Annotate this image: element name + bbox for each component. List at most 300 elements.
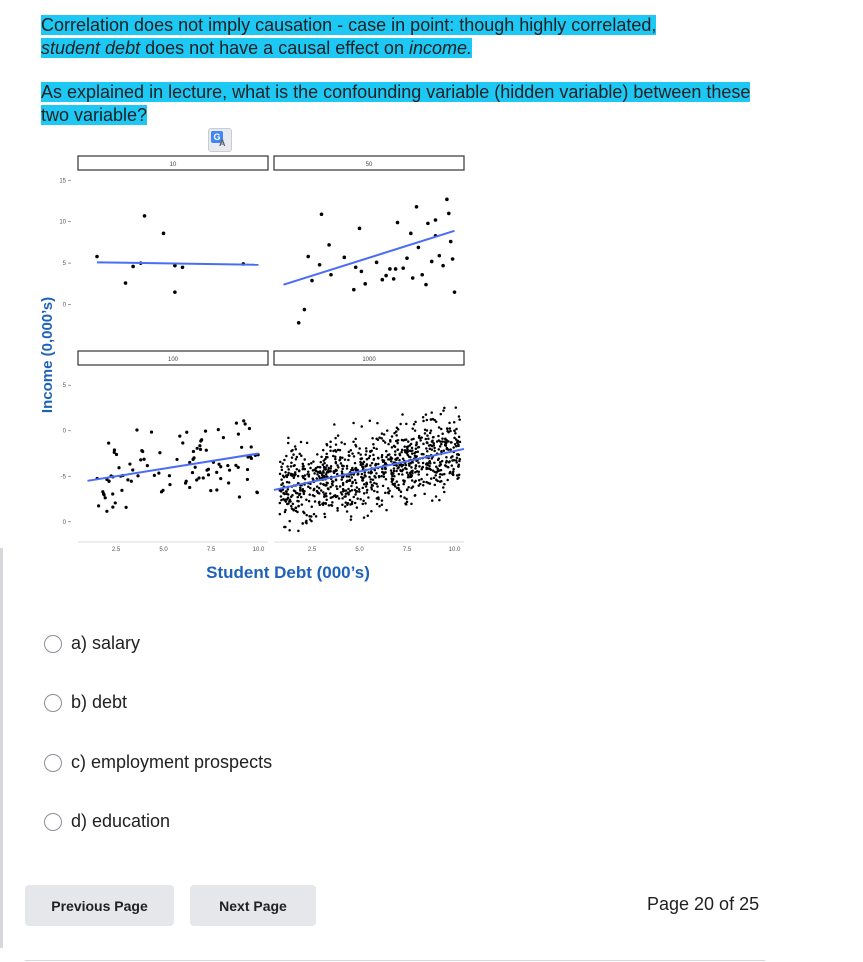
data-point	[105, 510, 108, 513]
data-point	[234, 464, 237, 467]
data-point	[445, 444, 448, 447]
data-point	[390, 469, 393, 472]
data-point	[457, 465, 460, 468]
data-point	[310, 520, 313, 523]
data-point	[314, 500, 317, 503]
data-point	[346, 504, 349, 507]
data-point	[327, 467, 330, 470]
data-point	[422, 443, 425, 446]
data-point	[382, 485, 385, 488]
x-tick-label: 10.0	[252, 547, 265, 553]
data-point	[344, 495, 347, 498]
data-point	[409, 450, 412, 453]
data-point	[362, 463, 365, 466]
data-point	[433, 462, 436, 465]
data-point	[175, 458, 178, 461]
data-point	[325, 453, 328, 456]
data-point	[325, 495, 328, 498]
data-point	[296, 468, 299, 471]
data-point	[422, 466, 425, 469]
data-point	[356, 486, 359, 489]
data-point	[418, 446, 421, 449]
data-point	[313, 472, 316, 475]
data-point	[376, 485, 379, 488]
data-point	[424, 283, 428, 287]
left-border-rule	[0, 548, 3, 948]
data-point	[340, 441, 343, 444]
data-point	[303, 468, 306, 471]
data-point	[302, 510, 305, 512]
data-point	[422, 481, 425, 484]
data-point	[343, 256, 347, 260]
data-point	[437, 470, 440, 473]
data-point	[305, 514, 308, 517]
data-point	[456, 477, 459, 480]
y-tick-label: -5	[60, 474, 66, 481]
data-point	[286, 476, 289, 479]
data-point	[219, 477, 222, 480]
data-point	[348, 451, 351, 454]
data-point	[363, 483, 366, 486]
data-point	[457, 453, 460, 456]
data-point	[370, 478, 373, 481]
data-point	[414, 480, 417, 483]
data-point	[284, 471, 287, 474]
data-point	[384, 492, 387, 495]
facet-strip-label: 10	[169, 162, 177, 168]
data-point	[396, 440, 399, 443]
data-point	[308, 493, 311, 496]
data-point	[458, 415, 461, 418]
radio-button[interactable]	[44, 635, 62, 653]
data-point	[398, 459, 401, 462]
data-point	[431, 499, 434, 502]
data-point	[405, 503, 408, 506]
data-point	[181, 265, 185, 269]
data-point	[168, 474, 171, 477]
data-point	[396, 221, 400, 225]
data-point	[457, 440, 460, 443]
data-point	[235, 421, 238, 424]
data-point	[329, 449, 332, 452]
data-point	[339, 449, 342, 452]
data-point	[333, 472, 336, 475]
data-point	[364, 471, 367, 474]
data-point	[248, 427, 251, 430]
x-tick-label: 5.0	[159, 547, 168, 553]
data-point	[388, 453, 391, 456]
data-point	[394, 453, 397, 456]
data-point	[296, 511, 299, 514]
data-point	[385, 450, 388, 453]
previous-page-button[interactable]: Previous Page	[25, 885, 174, 926]
data-point	[451, 257, 455, 261]
data-point	[202, 476, 205, 479]
data-point	[188, 486, 191, 489]
data-point	[352, 440, 355, 443]
data-point	[371, 462, 374, 465]
data-point	[128, 462, 131, 465]
data-point	[316, 485, 319, 488]
data-point	[296, 456, 299, 459]
data-point	[158, 451, 161, 454]
data-point	[209, 489, 212, 492]
data-point	[433, 450, 436, 453]
option-d[interactable]	[44, 811, 170, 832]
data-point	[354, 265, 358, 269]
data-point	[395, 470, 398, 473]
data-point	[387, 443, 390, 446]
data-point	[420, 468, 423, 471]
data-point	[246, 468, 249, 471]
data-point	[445, 460, 448, 463]
data-point	[292, 509, 295, 512]
data-point	[408, 464, 411, 467]
data-point	[388, 267, 392, 271]
data-point	[453, 290, 457, 294]
data-point	[347, 493, 350, 496]
data-point	[381, 499, 384, 502]
data-point	[414, 471, 417, 474]
data-point	[244, 422, 247, 425]
option-a[interactable]	[44, 633, 140, 654]
option-c[interactable]	[44, 752, 272, 773]
data-point	[410, 438, 413, 441]
data-point	[316, 490, 319, 493]
data-point	[287, 437, 290, 440]
data-point	[178, 435, 181, 438]
data-point	[102, 492, 105, 495]
data-point	[280, 466, 283, 469]
data-point	[292, 503, 295, 506]
data-point	[435, 479, 438, 482]
data-point	[443, 491, 446, 494]
data-point	[318, 487, 321, 490]
data-point	[345, 501, 348, 504]
data-point	[322, 502, 325, 505]
data-point	[374, 476, 377, 479]
data-point	[181, 441, 184, 444]
data-point	[381, 454, 384, 457]
data-point	[288, 520, 291, 523]
data-point	[349, 503, 352, 506]
data-point	[415, 444, 418, 447]
data-point	[394, 482, 397, 485]
data-point	[438, 254, 442, 258]
data-point	[450, 456, 453, 459]
data-point	[375, 472, 378, 475]
google-translate-icon[interactable]	[208, 128, 232, 152]
data-point	[280, 478, 283, 481]
data-point	[283, 459, 286, 462]
data-point	[419, 439, 422, 442]
data-point	[401, 266, 405, 270]
data-point	[435, 471, 438, 474]
data-point	[299, 487, 302, 490]
radio-button[interactable]	[44, 754, 62, 772]
next-page-button[interactable]: Next Page	[190, 885, 316, 926]
data-point	[357, 473, 360, 476]
data-point	[341, 468, 344, 471]
data-point	[429, 432, 432, 435]
x-tick-label: 10.0	[448, 547, 461, 553]
data-point	[350, 449, 353, 452]
data-point	[433, 447, 436, 450]
x-tick-label: 7.5	[206, 547, 216, 553]
data-point	[411, 427, 414, 430]
data-point	[449, 427, 452, 430]
data-point	[386, 429, 389, 432]
data-point	[456, 456, 459, 459]
data-point	[347, 459, 350, 462]
data-point	[279, 513, 282, 516]
data-point	[452, 474, 455, 477]
data-point	[434, 474, 437, 477]
data-point	[426, 473, 429, 476]
data-point	[432, 436, 435, 439]
y-tick-label: 5	[62, 383, 66, 390]
data-point	[455, 459, 458, 462]
data-point	[453, 429, 456, 432]
data-point	[362, 500, 365, 503]
data-point	[304, 474, 307, 477]
data-point	[340, 478, 343, 481]
data-point	[111, 492, 114, 495]
data-point	[396, 467, 399, 470]
data-point	[287, 493, 290, 496]
option-b[interactable]	[44, 692, 127, 713]
data-point	[194, 466, 197, 469]
radio-button[interactable]	[44, 813, 62, 831]
data-point	[377, 457, 380, 460]
data-point	[320, 212, 324, 216]
data-point	[365, 465, 368, 468]
data-point	[438, 426, 441, 429]
data-point	[332, 455, 335, 458]
data-point	[402, 439, 405, 442]
data-point	[150, 430, 153, 433]
data-point	[357, 452, 360, 455]
data-point	[445, 198, 449, 202]
data-point	[370, 510, 373, 513]
data-point	[438, 465, 441, 468]
data-point	[295, 506, 298, 509]
data-point	[361, 457, 364, 460]
data-point	[441, 432, 444, 435]
radio-button[interactable]	[44, 694, 62, 712]
data-point	[372, 443, 375, 446]
data-point	[328, 504, 331, 507]
data-point	[407, 476, 410, 479]
data-point	[441, 264, 445, 268]
data-point	[279, 473, 282, 476]
data-point	[320, 489, 323, 492]
data-point	[97, 504, 100, 507]
data-point	[426, 419, 429, 422]
data-point	[371, 488, 374, 491]
y-tick-label: 0	[62, 519, 66, 526]
data-point	[410, 466, 413, 469]
question-prompt: As explained in lecture, what is the confounding variable (hidden variable) between these two variable?	[41, 82, 751, 125]
data-point	[131, 265, 135, 269]
data-point	[410, 487, 413, 490]
data-point	[378, 436, 381, 439]
data-point	[316, 477, 319, 480]
data-point	[439, 476, 442, 479]
data-point	[308, 475, 311, 478]
data-point	[373, 482, 376, 485]
data-point	[300, 496, 303, 499]
data-point	[309, 487, 312, 490]
x-tick-label: 2.5	[307, 547, 317, 553]
data-point	[344, 458, 347, 461]
data-point	[312, 460, 315, 463]
data-point	[381, 468, 384, 471]
data-point	[297, 530, 300, 533]
y-tick-label: 15	[59, 178, 66, 185]
data-point	[381, 432, 384, 435]
data-point	[401, 449, 404, 452]
translate-icon-sub: A	[219, 138, 226, 148]
data-point	[345, 489, 348, 492]
data-point	[387, 487, 390, 490]
data-point	[308, 463, 311, 466]
data-point	[349, 479, 352, 482]
data-point	[124, 281, 128, 285]
question-line-2-middle: does not have a causal effect on	[140, 38, 409, 58]
data-point	[373, 458, 376, 461]
data-point	[289, 500, 292, 503]
data-point	[358, 490, 361, 493]
data-point	[217, 463, 220, 466]
data-point	[354, 462, 357, 465]
data-point	[143, 214, 147, 218]
data-point	[431, 448, 434, 451]
data-point	[316, 453, 319, 456]
data-point	[383, 459, 386, 462]
data-point	[301, 503, 304, 506]
data-point	[341, 503, 344, 506]
data-point	[450, 441, 453, 444]
data-point	[403, 445, 406, 448]
y-tick-label: 10	[59, 219, 66, 226]
facet-strip-label: 1000	[362, 357, 376, 363]
data-point	[453, 459, 456, 462]
data-point	[405, 256, 409, 260]
data-point	[313, 513, 316, 516]
data-point	[347, 488, 350, 491]
data-point	[452, 468, 455, 471]
data-point	[368, 476, 371, 479]
data-point	[350, 518, 353, 521]
data-point	[354, 479, 357, 482]
term-income: income.	[408, 38, 472, 58]
data-point	[435, 495, 438, 498]
data-point	[297, 505, 300, 508]
data-point	[393, 445, 396, 448]
data-point	[250, 445, 253, 448]
data-point	[443, 473, 446, 476]
data-point	[358, 447, 361, 450]
data-point	[422, 462, 425, 465]
data-point	[349, 499, 352, 502]
data-point	[407, 450, 410, 453]
question-line-2	[41, 38, 472, 58]
x-tick-label: 2.5	[111, 547, 121, 553]
data-point	[395, 434, 398, 437]
data-point	[400, 464, 403, 467]
data-point	[459, 441, 462, 444]
data-point	[376, 497, 379, 500]
data-point	[352, 422, 355, 425]
data-point	[426, 429, 429, 432]
data-point	[421, 453, 424, 456]
data-point	[370, 472, 373, 475]
data-point	[364, 474, 367, 477]
data-point	[196, 447, 199, 450]
data-point	[440, 413, 443, 416]
data-point	[425, 447, 428, 450]
data-point	[411, 470, 414, 473]
data-point	[405, 423, 408, 426]
data-point	[346, 480, 349, 483]
data-point	[446, 447, 449, 450]
data-point	[246, 478, 249, 481]
data-point	[363, 492, 366, 495]
data-point	[351, 476, 354, 479]
data-point	[385, 478, 388, 481]
data-point	[381, 278, 385, 282]
data-point	[326, 464, 329, 467]
data-point	[327, 488, 330, 491]
data-point	[383, 433, 386, 436]
data-point	[395, 459, 398, 462]
data-point	[367, 471, 370, 474]
data-point	[350, 515, 353, 518]
data-point	[250, 457, 253, 460]
data-point	[217, 428, 220, 431]
data-point	[296, 496, 299, 499]
data-point	[354, 468, 357, 471]
data-point	[451, 464, 454, 467]
data-point	[411, 452, 414, 455]
facet-strip-label: 100	[167, 357, 179, 363]
translate-icon-glyph: G	[211, 131, 223, 143]
data-point	[361, 503, 364, 506]
data-point	[410, 503, 413, 506]
data-point	[457, 443, 460, 446]
data-point	[338, 459, 341, 462]
data-point	[366, 491, 369, 494]
data-point	[414, 429, 417, 432]
data-point	[393, 432, 396, 435]
data-point	[390, 460, 393, 463]
data-point	[361, 477, 364, 480]
data-point	[324, 502, 327, 505]
data-point	[447, 212, 451, 216]
data-point	[198, 444, 201, 447]
question-line-1: Correlation does not imply causation - case in point: though highly correlated,	[41, 15, 657, 35]
data-point	[310, 462, 313, 465]
data-point	[458, 436, 461, 439]
data-point	[425, 463, 428, 466]
data-point	[391, 435, 394, 438]
data-point	[288, 529, 291, 532]
data-point	[324, 466, 327, 469]
data-point	[401, 473, 404, 476]
data-point	[207, 473, 210, 476]
data-point	[415, 455, 418, 458]
